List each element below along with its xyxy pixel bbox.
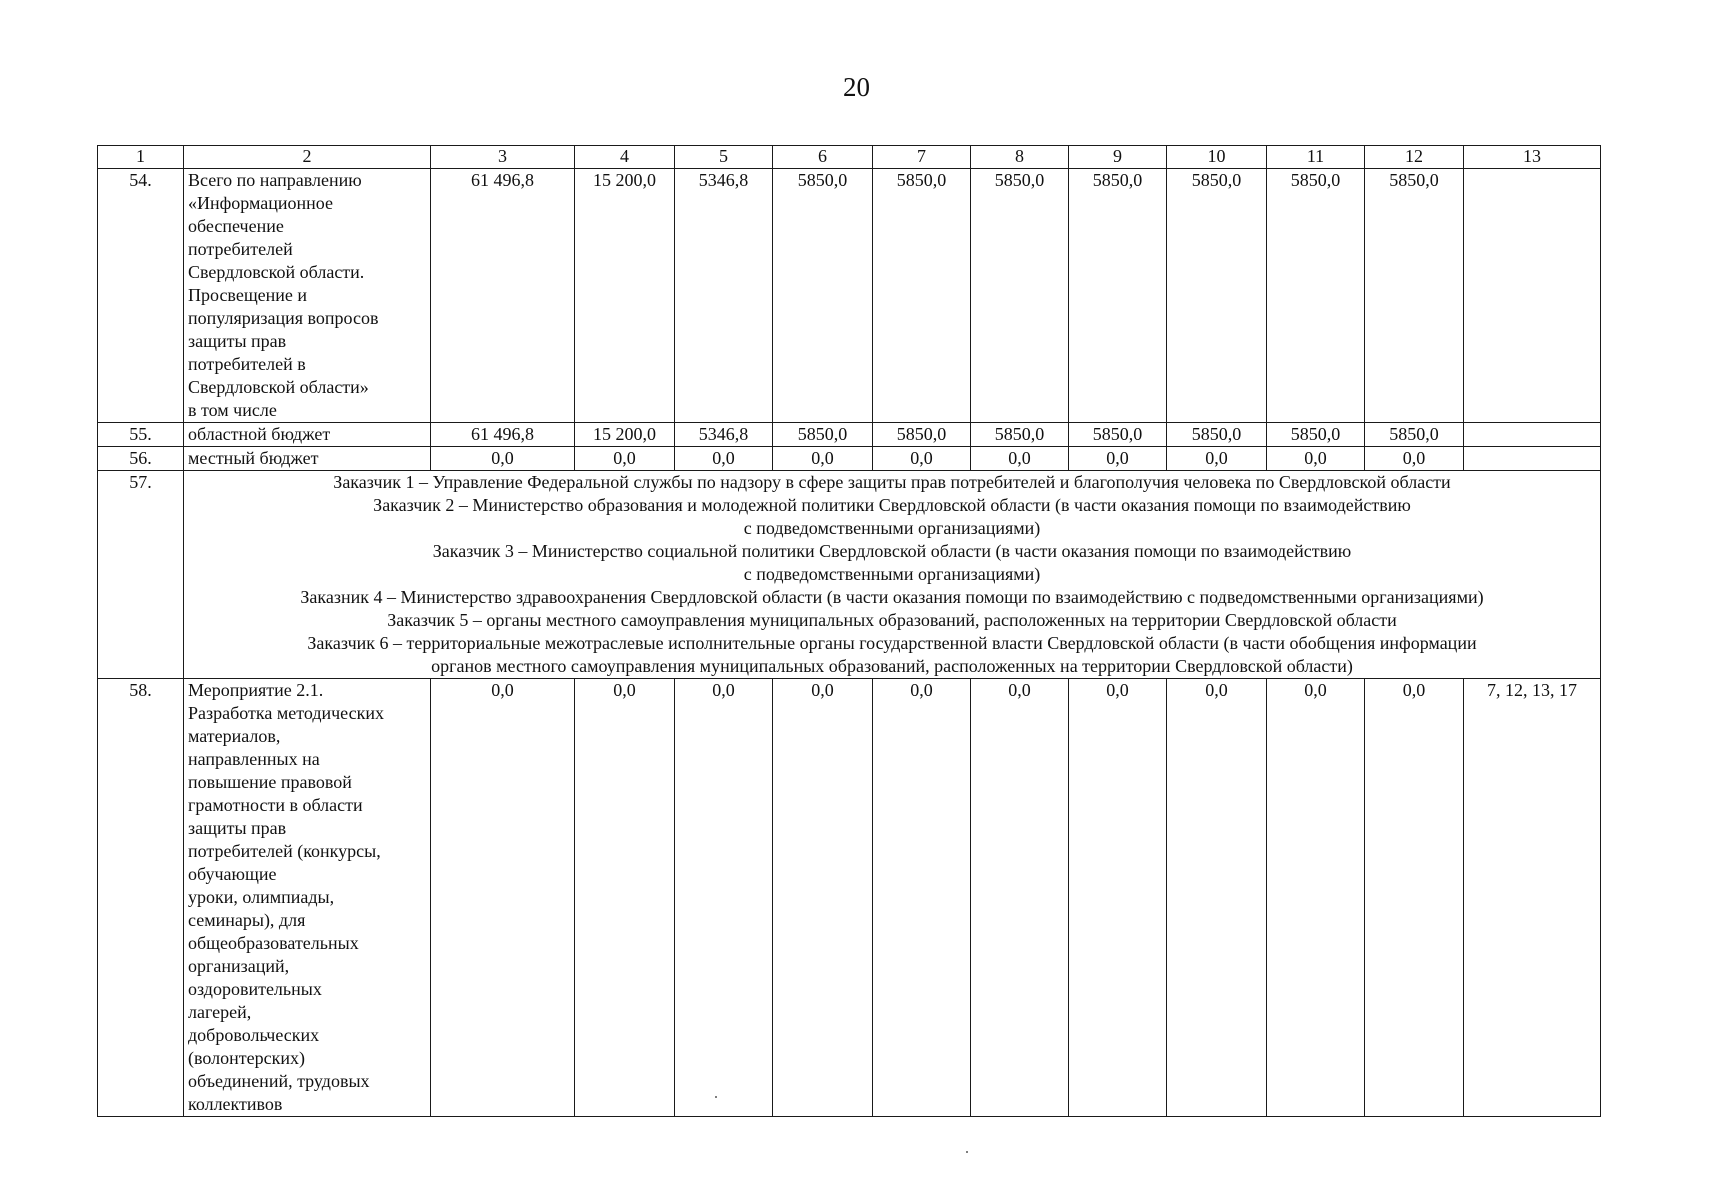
description-line: обеспечение [188, 216, 284, 236]
header-cell: 11 [1267, 146, 1365, 169]
header-cell: 6 [773, 146, 873, 169]
value-cell: 0,0 [773, 679, 873, 1117]
value-cell: 5850,0 [1167, 169, 1267, 423]
row-number: 55. [98, 423, 184, 447]
description-line: направленных на [188, 749, 320, 769]
description-line: Мероприятие 2.1. [188, 680, 324, 700]
value-cell: 5850,0 [1069, 169, 1167, 423]
value-cell: 0,0 [873, 679, 971, 1117]
customer-line: органов местного самоуправления муниципальных образований, расположенных на территории Свердловской области) [431, 656, 1353, 676]
value-cell: 5850,0 [873, 169, 971, 423]
table-row [98, 169, 1601, 423]
customer-line: Заказчик 3 – Министерство социальной политики Свердловской области (в части оказания помощи по взаимодействию [432, 541, 1352, 561]
value-cell: 0,0 [971, 679, 1069, 1117]
target-ref-cell [1464, 447, 1601, 471]
description-line: Просвещение и [188, 285, 308, 305]
row-description [184, 679, 431, 1117]
value-cell: 5850,0 [971, 423, 1069, 447]
header-cell: 10 [1167, 146, 1267, 169]
value-cell: 5850,0 [873, 423, 971, 447]
value-cell: 0,0 [773, 447, 873, 471]
table-row [98, 423, 1601, 447]
row-number: 58. [98, 679, 184, 1117]
table-row [98, 471, 1601, 679]
value-cell: 5850,0 [1267, 423, 1365, 447]
row-description [184, 169, 431, 423]
header-cell: 9 [1069, 146, 1167, 169]
value-cell: 0,0 [1167, 447, 1267, 471]
header-cell: 7 [873, 146, 971, 169]
description-line: коллективов [188, 1094, 283, 1114]
value-cell: 0,0 [1069, 679, 1167, 1117]
description-line: лагерей, [188, 1002, 252, 1022]
description-line: Разработка методических [188, 703, 384, 723]
value-cell: 5850,0 [1365, 169, 1464, 423]
description-line: добровольческих [188, 1025, 320, 1045]
description-line: обучающие [188, 864, 277, 884]
description-line: общеобразовательных [188, 933, 359, 953]
value-cell: 0,0 [675, 679, 773, 1117]
value-cell: 0,0 [575, 447, 675, 471]
customer-line: с подведомственными организациями) [743, 518, 1041, 538]
value-cell: 0,0 [575, 679, 675, 1117]
description-line: защиты прав [188, 331, 287, 351]
value-cell: 61 496,8 [431, 423, 575, 447]
row-number: 56. [98, 447, 184, 471]
value-cell: 5850,0 [773, 169, 873, 423]
header-cell: 8 [971, 146, 1069, 169]
description-line: Всего по направлению [188, 170, 362, 190]
value-cell: 0,0 [1267, 447, 1365, 471]
value-cell: 5850,0 [773, 423, 873, 447]
value-cell: 0,0 [431, 447, 575, 471]
value-cell: 5850,0 [1167, 423, 1267, 447]
value-cell: 0,0 [971, 447, 1069, 471]
page-number: 20 [843, 72, 870, 102]
value-cell: 5850,0 [971, 169, 1069, 423]
customer-line: Заказчик 1 – Управление Федеральной службы по надзору в сфере защиты прав потребителей и благополучия человека по Свердловской области [333, 472, 1451, 492]
header-cell: 2 [184, 146, 431, 169]
header-cell: 1 [98, 146, 184, 169]
value-cell: 5850,0 [1069, 423, 1167, 447]
description-line: в том числе [188, 400, 277, 420]
value-cell: 0,0 [431, 679, 575, 1117]
header-cell: 4 [575, 146, 675, 169]
budget-table [97, 145, 1601, 1117]
target-ref-cell: 7, 12, 13, 17 [1464, 679, 1601, 1117]
row-description: местный бюджет [184, 447, 431, 471]
description-line: потребителей (конкурсы, [188, 841, 381, 861]
header-cell: 3 [431, 146, 575, 169]
target-ref-cell [1464, 423, 1601, 447]
description-line: организаций, [188, 956, 290, 976]
value-cell: 0,0 [1365, 679, 1464, 1117]
customer-line: Заказчик 5 – органы местного самоуправления муниципальных образований, расположенных на территории Свердловской области [387, 610, 1397, 630]
value-cell: 61 496,8 [431, 169, 575, 423]
value-cell: 0,0 [873, 447, 971, 471]
header-cell: 13 [1464, 146, 1601, 169]
header-row [98, 146, 1601, 169]
table-row [98, 447, 1601, 471]
description-line: Свердловской области» [188, 377, 369, 397]
description-line: повышение правовой [188, 772, 352, 792]
description-line: оздоровительных [188, 979, 322, 999]
description-line: потребителей в [188, 354, 306, 374]
description-line: материалов, [188, 726, 281, 746]
customers-cell [184, 471, 1601, 679]
scan-speck [715, 1096, 717, 1098]
value-cell: 15 200,0 [575, 169, 675, 423]
customer-line: с подведомственными организациями) [743, 564, 1041, 584]
value-cell: 5850,0 [1267, 169, 1365, 423]
target-ref-cell [1464, 169, 1601, 423]
value-cell: 0,0 [1365, 447, 1464, 471]
description-line: уроки, олимпиады, [188, 887, 335, 907]
customer-line: Заказчик 2 – Министерство образования и молодежной политики Свердловской области (в части оказания помощи по взаимодействию [373, 495, 1411, 515]
value-cell: 0,0 [1167, 679, 1267, 1117]
value-cell: 15 200,0 [575, 423, 675, 447]
description-line: «Информационное [188, 193, 334, 213]
header-cell: 12 [1365, 146, 1464, 169]
row-description: областной бюджет [184, 423, 431, 447]
value-cell: 0,0 [1267, 679, 1365, 1117]
value-cell: 5346,8 [675, 423, 773, 447]
customer-line: Заказчик 6 – территориальные межотраслевые исполнительные органы государственной власти Свердловской области (в части обобщения информации [307, 633, 1477, 653]
row-number: 54. [98, 169, 184, 423]
scan-speck [966, 1151, 968, 1153]
description-line: грамотности в области [188, 795, 363, 815]
description-line: объединений, трудовых [188, 1071, 370, 1091]
customer-line: Заказник 4 – Министерство здравоохранения Свердловской области (в части оказания помощи по взаимодействию с подведомственными организациями) [300, 587, 1484, 607]
description-line: (волонтерских) [188, 1048, 305, 1068]
value-cell: 0,0 [675, 447, 773, 471]
description-line: семинары), для [188, 910, 306, 930]
description-line: популяризация вопросов [188, 308, 379, 328]
description-line: защиты прав [188, 818, 287, 838]
row-number: 57. [98, 471, 184, 679]
value-cell: 0,0 [1069, 447, 1167, 471]
description-line: потребителей [188, 239, 293, 259]
value-cell: 5850,0 [1365, 423, 1464, 447]
value-cell: 5346,8 [675, 169, 773, 423]
header-cell: 5 [675, 146, 773, 169]
description-line: Свердловской области. [188, 262, 365, 282]
table-row [98, 679, 1601, 1117]
